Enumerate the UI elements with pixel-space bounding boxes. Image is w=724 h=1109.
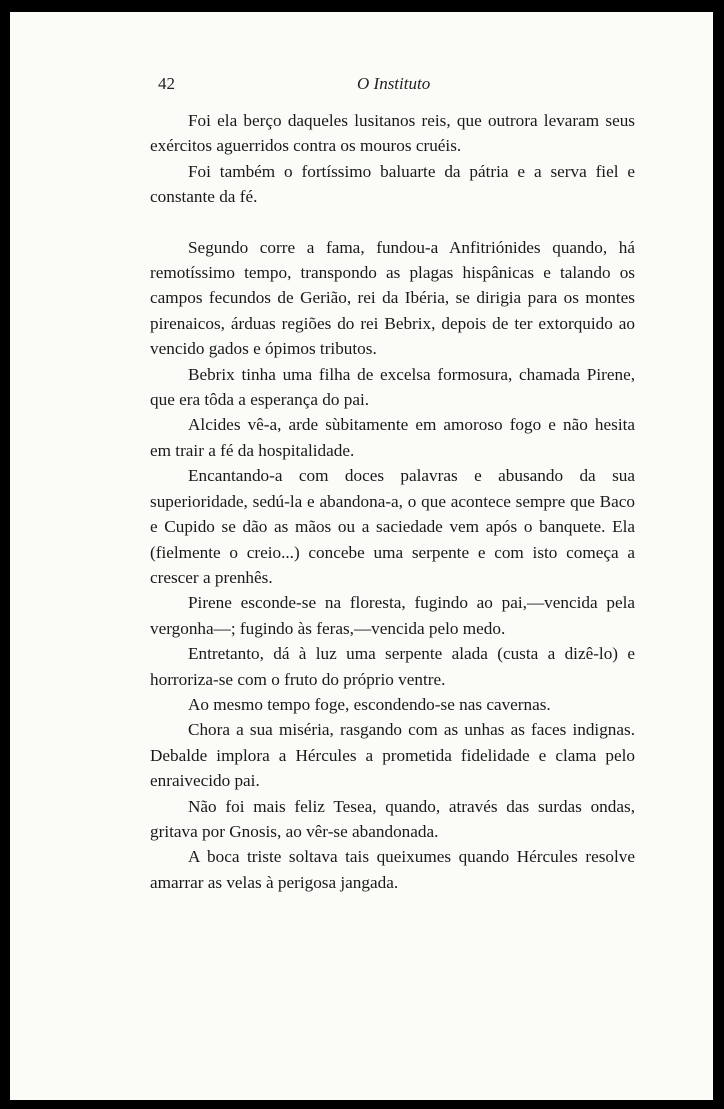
page-number: 42 — [158, 74, 175, 93]
paragraph: A boca triste soltava tais queixumes quando Hércules resolve amarrar as velas à perigosa jangada. — [150, 847, 635, 892]
paragraph: Bebrix tinha uma filha de excelsa formosura, chamada Pirene, que era tôda a esperança do pai. — [150, 364, 635, 410]
running-title: O Instituto — [357, 74, 431, 93]
paragraph: Alcides vê-a, arde sùbitamente em amoroso fogo e não hesita em trair a fé da hospitalidade. — [150, 415, 635, 460]
paragraph: Encantando-a com doces palavras e abusando da sua superioridade, sedú-la e abandona-a, o que acontece sempre que Baco e Cupido se dão as mãos ou a saciedade vem após o banquete. Ela (fielmente o creio...) concebe uma serpente e com isto começa a crescer a prenhês. — [150, 466, 635, 587]
paragraph: Foi também o fortíssimo baluarte da pátria e a serva fiel e constante da fé. — [150, 161, 635, 207]
body-text — [150, 108, 635, 895]
paragraph: Não foi mais feliz Tesea, quando, através das surdas ondas, gritava por Gnosis, ao vêr-se abandonada. — [150, 796, 635, 841]
paragraph: Segundo corre a fama, fundou-a Anfitriónides quando, há remotíssimo tempo, transpondo as plagas hispânicas e talando os campos fecundos de Gerião, rei da Ibéria, se dirigia para os montes pirenaicos, árduas regiões do rei Bebrix, depois de ter extorquido ao vencido gados e ópimos tributos. — [150, 237, 635, 359]
book-page — [10, 12, 713, 1100]
paragraph: Foi ela berço daqueles lusitanos reis, que outrora levaram seus exércitos aguerridos contra os mouros cruéis. — [150, 111, 635, 156]
paragraph: Ao mesmo tempo foge, escondendo-se nas cavernas. — [188, 694, 551, 714]
paragraph: Chora a sua miséria, rasgando com as unhas as faces indignas. Debalde implora a Hércules a prometida fidelidade e clama pelo enraivecido pai. — [150, 720, 635, 791]
running-head — [10, 74, 713, 100]
paragraph: Pirene esconde-se na floresta, fugindo ao pai,—vencida pela vergonha—; fugindo às feras,—vencida pelo medo. — [150, 593, 635, 638]
paragraph: Entretanto, dá à luz uma serpente alada (custa a dizê-lo) e horroriza-se com o fruto do próprio ventre. — [150, 644, 635, 689]
